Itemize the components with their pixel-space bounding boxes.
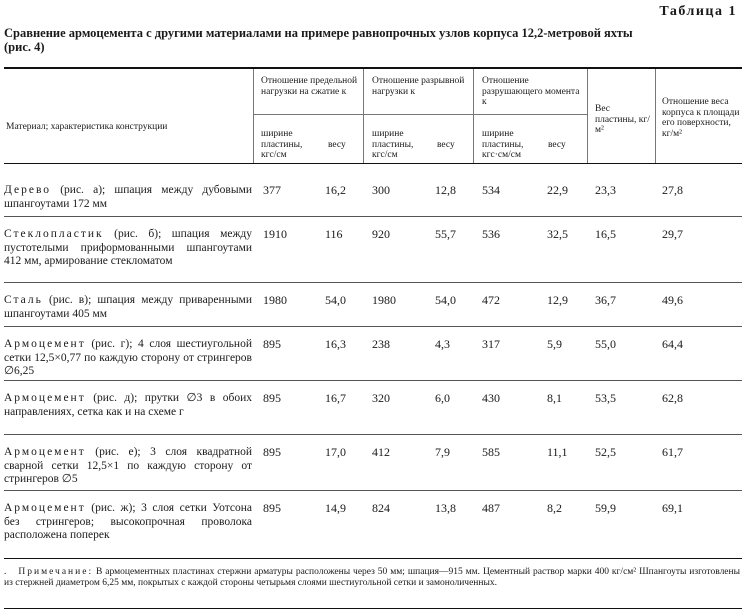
value-cell: 472 [482,293,500,307]
table-bottom-rule [4,558,742,559]
header-sub-rule [253,114,587,115]
table-label: Таблица 1 [659,4,737,19]
value-cell: 54,0 [435,293,456,307]
value-cell: 55,7 [435,227,456,241]
value-cell: 4,3 [435,337,450,351]
value-cell: 59,9 [595,501,616,515]
value-cell: 61,7 [662,445,683,459]
value-cell: 54,0 [325,293,346,307]
note-label: Примечание: [18,567,94,577]
value-cell: 300 [372,183,390,197]
value-cell: 1980 [372,293,396,307]
value-cell: 23,3 [595,183,616,197]
material-details: (рис. в); шпация между приваренными шпангоутами 405 мм [4,294,252,320]
material-details: (рис. е); 3 слоя квадратной сварной сетки 12,5×1 по каждую сторону от стрингеров ∅5 [4,446,252,485]
value-cell: 430 [482,391,500,405]
header-material: Материал; характеристика конструкции [6,122,168,132]
row-separator [4,326,742,327]
material-description [4,392,252,419]
header-divider [655,69,656,163]
header-divider [473,69,474,163]
value-cell: 16,7 [325,391,346,405]
header-bottom-rule [4,163,742,164]
header-top-rule [4,67,742,69]
material-details: (рис. б); шпация между пустотелыми приформованными шпангоутами 412 мм, армирование стекломатом [4,228,252,267]
material-name: Сталь [4,294,43,306]
header-hull-ratio: Отношение веса корпуса к площади его поверхности, кг/м² [662,97,740,139]
material-details: (рис. д); прутки ∅3 в обоих направлениях, сетка как и на схеме г [4,392,252,418]
value-cell: 27,8 [662,183,683,197]
material-description [4,338,252,379]
value-cell: 895 [263,391,281,405]
value-cell: 7,9 [435,445,450,459]
material-description [4,184,252,211]
value-cell: 238 [372,337,390,351]
material-name: Армоцемент [4,502,86,514]
value-cell: 22,9 [547,183,568,197]
header-weight: Вес пластины, кг/м² [595,104,650,135]
header-ves-compress: весу [328,140,346,150]
row-separator [4,282,742,283]
material-details: (рис. а); шпация между дубовыми шпангоутами 172 мм [4,184,252,210]
value-cell: 69,1 [662,501,683,515]
header-ves-tensile: весу [437,140,455,150]
header-width-tensile: ширине пластины, кгс/см [372,129,414,160]
value-cell: 12,8 [435,183,456,197]
value-cell: 62,8 [662,391,683,405]
value-cell: 53,5 [595,391,616,405]
value-cell: 16,3 [325,337,346,351]
value-cell: 11,1 [547,445,568,459]
header-moment: Отношение разрушающего момента к [482,76,580,107]
value-cell: 14,9 [325,501,346,515]
value-cell: 12,9 [547,293,568,307]
value-cell: 824 [372,501,390,515]
value-cell: 536 [482,227,500,241]
note-text: В армоцементных пластинах стержни арматуры расположены через 50 мм; шпация—915 мм. Цементный раствор марки 400 кг/см² Шпангоуты изготовлены из стержней диаметром 6,25 мм, покрытых с каждой стороны четырьмя слоями шестиугольной сетки и замоноличенных. [4,567,740,588]
header-divider [363,69,364,163]
value-cell: 52,5 [595,445,616,459]
value-cell: 585 [482,445,500,459]
header-compress: Отношение предельной нагрузки на сжатие к [261,76,358,97]
value-cell: 317 [482,337,500,351]
value-cell: 49,6 [662,293,683,307]
value-cell: 1980 [263,293,287,307]
value-cell: 895 [263,445,281,459]
table-caption: Сравнение армоцемента с другими материалами на примере равнопрочных узлов корпуса 12,2-метровой яхты (рис. 4) [4,26,633,54]
header-ves-moment: весу [548,140,566,150]
header-width-compress: ширине пластины, кгс/см [261,129,303,160]
value-cell: 920 [372,227,390,241]
page-bottom-rule [4,608,742,609]
value-cell: 55,0 [595,337,616,351]
header-tensile: Отношение разрывной нагрузки к [372,76,465,97]
value-cell: 32,5 [547,227,568,241]
value-cell: 5,9 [547,337,562,351]
value-cell: 534 [482,183,500,197]
row-separator [4,380,742,381]
value-cell: 29,7 [662,227,683,241]
value-cell: 13,8 [435,501,456,515]
material-details: (рис. ж); 3 слоя сетки Уотсона без стрингеров; высокопрочная проволока расположена поперек [4,502,252,541]
material-name: Стеклопластик [4,228,104,240]
value-cell: 487 [482,501,500,515]
value-cell: 16,5 [595,227,616,241]
value-cell: 116 [325,227,343,241]
value-cell: 16,2 [325,183,346,197]
material-name: Армоцемент [4,338,86,350]
row-separator [4,434,742,435]
material-description [4,502,252,543]
material-name: Армоцемент [4,446,86,458]
value-cell: 8,2 [547,501,562,515]
material-details: (рис. г); 4 слоя шестиугольной сетки 12,5×0,77 по каждую сторону от стрингеров ∅6,25 [4,338,252,377]
value-cell: 64,4 [662,337,683,351]
header-width-moment: ширине пластины, кгс·см/см [482,129,524,160]
material-name: Армоцемент [4,392,86,404]
material-description [4,294,252,321]
material-description [4,228,252,269]
material-name: Дерево [4,184,52,196]
value-cell: 895 [263,501,281,515]
value-cell: 895 [263,337,281,351]
value-cell: 8,1 [547,391,562,405]
value-cell: 6,0 [435,391,450,405]
value-cell: 377 [263,183,281,197]
value-cell: 1910 [263,227,287,241]
table-note: . Примечание: В армоцементных пластинах стержни арматуры расположены через 50 мм; шпация—915 мм. Цементный раствор марки 400 кг/см² Шпангоуты изготовлены из стержней диаметром 6,25 мм, покрытых с каждой стороны четырьмя слоями шестиугольной сетки и замоноличенных. [4,567,740,588]
material-description [4,446,252,487]
row-separator [4,490,742,491]
value-cell: 412 [372,445,390,459]
value-cell: 36,7 [595,293,616,307]
row-separator [4,216,742,217]
value-cell: 17,0 [325,445,346,459]
header-divider [587,69,588,163]
value-cell: 320 [372,391,390,405]
header-divider [253,69,254,163]
